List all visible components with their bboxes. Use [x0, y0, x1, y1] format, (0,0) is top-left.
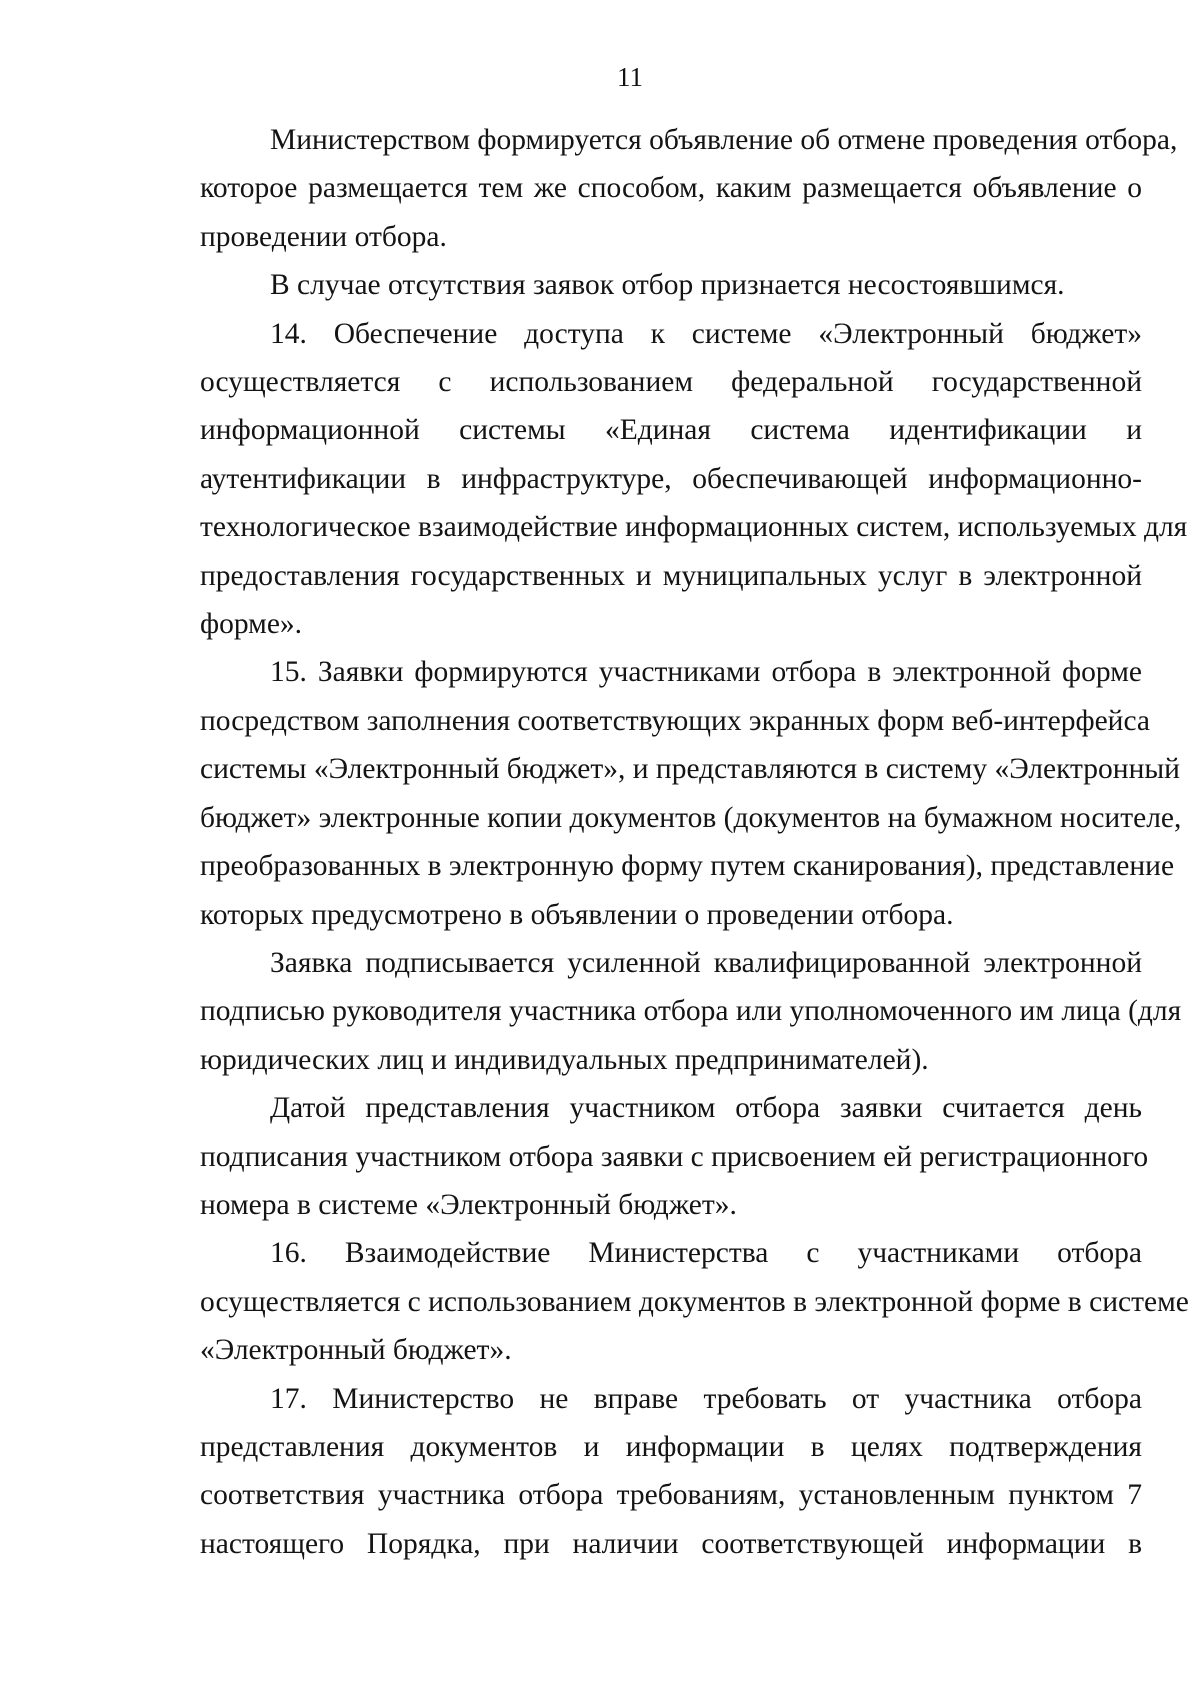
text-line: подписания участником отбора заявки с присвоением ей регистрационного: [200, 1140, 1149, 1173]
text-line: предоставления государственных и муниципальных услуг в электронной: [200, 559, 1142, 592]
text-line: 15. Заявки формируются участниками отбора в электронной форме: [270, 656, 1142, 689]
text-line: осуществляется с использованием федеральной государственной: [200, 366, 1142, 399]
text-line: настоящего Порядка, при наличии соответствующей информации в: [200, 1527, 1142, 1560]
text-line: подписью руководителя участника отбора или уполномоченного им лица (для: [200, 995, 1182, 1028]
text-line: В случае отсутствия заявок отбор признается несостоявшимся.: [270, 269, 1065, 302]
text-line: 14. Обеспечение доступа к системе «Электронный бюджет»: [270, 317, 1142, 350]
text-line: которое размещается тем же способом, каким размещается объявление о: [200, 172, 1142, 205]
document-body: [200, 116, 1189, 1568]
text-line: посредством заполнения соответствующих экранных форм веб-интерфейса: [200, 704, 1151, 737]
text-line: информационной системы «Единая система идентификации и: [200, 414, 1142, 447]
text-line: представления документов и информации в целях подтверждения: [200, 1430, 1142, 1463]
text-line: соответствия участника отбора требованиям, установленным пунктом 7: [200, 1479, 1142, 1512]
text-line: номера в системе «Электронный бюджет».: [200, 1188, 737, 1221]
text-line: осуществляется с использованием документов в электронной форме в системе: [200, 1285, 1189, 1318]
text-line: «Электронный бюджет».: [200, 1334, 512, 1367]
text-line: форме».: [200, 608, 303, 641]
text-line: Министерством формируется объявление об отмене проведения отбора,: [270, 124, 1178, 156]
text-line: Заявка подписывается усиленной квалифицированной электронной: [270, 946, 1142, 979]
text-line: 17. Министерство не вправе требовать от участника отбора: [270, 1382, 1142, 1415]
text-line: юридических лиц и индивидуальных предпринимателей).: [200, 1043, 929, 1076]
text-line: Датой представления участником отбора заявки считается день: [270, 1092, 1142, 1125]
page-number: 11: [617, 62, 643, 92]
text-line: преобразованных в электронную форму путем сканирования), представление: [200, 850, 1175, 883]
text-line: системы «Электронный бюджет», и представляются в систему «Электронный: [200, 753, 1180, 786]
text-line: 16. Взаимодействие Министерства с участниками отбора: [270, 1237, 1142, 1270]
text-line: которых предусмотрено в объявлении о проведении отбора.: [200, 898, 954, 931]
text-line: технологическое взаимодействие информационных систем, используемых для: [200, 511, 1188, 544]
text-line: аутентификации в инфраструктуре, обеспечивающей информационно-: [200, 462, 1142, 495]
text-line: проведении отбора.: [200, 220, 447, 253]
text-line: бюджет» электронные копии документов (документов на бумажном носителе,: [200, 801, 1182, 834]
